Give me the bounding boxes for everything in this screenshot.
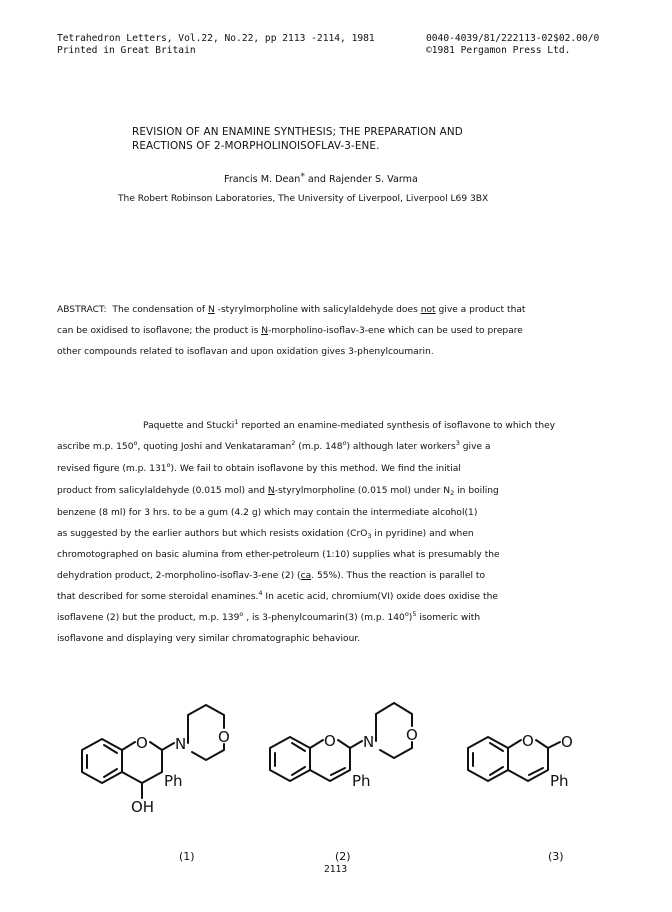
body-text: Paquette and Stucki xyxy=(143,421,235,431)
abstract-text: give a product that xyxy=(435,305,526,315)
body-line-3 xyxy=(57,463,617,475)
body-line-10 xyxy=(57,612,617,624)
atom-o-1: O xyxy=(136,734,148,752)
subscript: 3 xyxy=(367,532,372,540)
atom-n-2: N xyxy=(363,733,375,751)
body-text: dehydration product, 2-morpholino-isoflav-3-ene (2) ( xyxy=(57,571,301,581)
body-text: isoflavene (2) but the product, m.p. 139 xyxy=(57,613,240,623)
phenyl-group-1: Ph xyxy=(164,772,183,790)
body-text: reported an enamine-mediated synthesis of isoflavone to which they xyxy=(238,421,556,431)
abstract-line-3: other compounds related to isoflavan and upon oxidation gives 3-phenylcoumarin. xyxy=(57,347,434,357)
authors xyxy=(224,174,418,185)
body-text: ) xyxy=(408,613,413,623)
copyright-line: ©1981 Pergamon Press Ltd. xyxy=(426,45,571,56)
degree-mark: o xyxy=(404,610,409,618)
structure-2-drawing xyxy=(270,703,412,781)
degree-mark: o xyxy=(342,439,347,447)
structure-label-2: (2) xyxy=(335,850,351,863)
degree-mark: o xyxy=(239,610,244,618)
structure-label-3: (3) xyxy=(548,850,564,863)
degree-mark: o xyxy=(133,439,138,447)
body-line-2 xyxy=(57,441,617,453)
phenyl-group-2: Ph xyxy=(352,772,371,790)
abstract-line-2 xyxy=(57,325,617,337)
author-name-2: and Rajender S. Varma xyxy=(304,174,418,185)
subscript: 2 xyxy=(450,489,455,497)
body-line-4 xyxy=(57,485,617,497)
abstract-not-emphasis: not xyxy=(420,305,436,315)
body-line-1 xyxy=(143,420,613,432)
body-line-5: benzene (8 ml) for 3 hrs. to be a gum (4.2 g) which may contain the intermediate alcohol(1) xyxy=(57,508,478,518)
body-text: give a xyxy=(459,442,491,452)
abstract-line-1 xyxy=(57,304,617,316)
phenyl-group-3: Ph xyxy=(550,772,569,790)
body-text: ). We fail to obtain isoflavone by this method. We find the initial xyxy=(170,464,461,474)
page-number: 2113 xyxy=(324,864,348,875)
body-text: in pyridine) and when xyxy=(371,529,474,539)
author-name-1: Francis M. Dean xyxy=(224,174,301,185)
ca-abbreviation: ca xyxy=(300,571,312,581)
body-text: ) although later workers xyxy=(346,442,456,452)
body-text: as suggested by the earlier authors but which resists oxidation (CrO xyxy=(57,529,368,539)
abstract-n-italic: N xyxy=(207,305,215,315)
body-line-11: isoflavone and displaying very similar chromatographic behaviour. xyxy=(57,634,361,644)
structure-3-drawing xyxy=(468,737,560,781)
body-line-9 xyxy=(57,591,617,603)
body-text: product from salicylaldehyde (0.015 mol) and xyxy=(57,486,268,496)
reference-mark: 1 xyxy=(234,418,239,426)
atom-o-2b: O xyxy=(406,726,418,744)
atom-o-3: O xyxy=(522,732,534,750)
structure-label-1: (1) xyxy=(179,850,195,863)
body-text: In acetic acid, chromium(VI) oxide does oxidise the xyxy=(262,592,498,602)
abstract-text: The condensation of xyxy=(112,305,208,315)
degree-mark: o xyxy=(166,461,171,469)
body-text: -styrylmorpholine (0.015 mol) under N xyxy=(274,486,451,496)
body-text: ascribe m.p. 150 xyxy=(57,442,134,452)
chemical-structures xyxy=(0,690,672,860)
n-italic: N xyxy=(267,486,275,496)
body-text: isomeric with xyxy=(416,613,481,623)
reference-mark: 2 xyxy=(291,439,296,447)
body-text: in boiling xyxy=(454,486,499,496)
body-text: . 55%). Thus the reaction is parallel to xyxy=(311,571,486,581)
affiliation: The Robert Robinson Laboratories, The University of Liverpool, Liverpool L69 3BX xyxy=(118,194,489,204)
body-text: that described for some steroidal enamines. xyxy=(57,592,259,602)
abstract-text: -styrylmorpholine with salicylaldehyde does xyxy=(214,305,421,315)
abstract-label: ABSTRACT: xyxy=(57,305,107,315)
atom-o-2: O xyxy=(324,732,336,750)
atom-n-1: N xyxy=(175,735,187,753)
body-text: revised figure (m.p. 131 xyxy=(57,464,167,474)
abstract-text: can be oxidised to isoflavone; the product is xyxy=(57,326,262,336)
atom-o-1b: O xyxy=(218,728,230,746)
reference-mark: 5 xyxy=(412,610,417,618)
article-title-line1: REVISION OF AN ENAMINE SYNTHESIS; THE PREPARATION AND xyxy=(132,126,463,138)
printed-in-line: Printed in Great Britain xyxy=(57,45,196,56)
article-title-line2: REACTIONS OF 2-MORPHOLINOISOFLAV-3-ENE. xyxy=(132,140,380,152)
abstract-n-italic: N xyxy=(261,326,269,336)
corresponding-mark: * xyxy=(300,172,305,182)
abstract-text: -morpholino-isoflav-3-ene which can be used to prepare xyxy=(268,326,523,336)
journal-citation: Tetrahedron Letters, Vol.22, No.22, pp 2113 -2114, 1981 xyxy=(57,33,375,44)
body-text: , quoting Joshi and Venkataraman xyxy=(137,442,292,452)
reference-mark: 3 xyxy=(455,439,460,447)
carbonyl-o-3: O xyxy=(561,733,573,751)
body-text: , is 3-phenylcoumarin(3) (m.p. 140 xyxy=(243,613,405,623)
article-code: 0040-4039/81/222113-02$02.00/0 xyxy=(426,33,600,44)
structure-1-drawing xyxy=(82,705,224,798)
body-line-8 xyxy=(57,570,617,582)
hydroxyl-group-1: OH xyxy=(131,798,155,816)
reference-mark: 4 xyxy=(258,589,263,597)
body-text: (m.p. 148 xyxy=(295,442,343,452)
body-line-6 xyxy=(57,528,617,540)
body-line-7: chromotographed on basic alumina from ether-petroleum (1:10) supplies what is presumably the xyxy=(57,550,500,560)
